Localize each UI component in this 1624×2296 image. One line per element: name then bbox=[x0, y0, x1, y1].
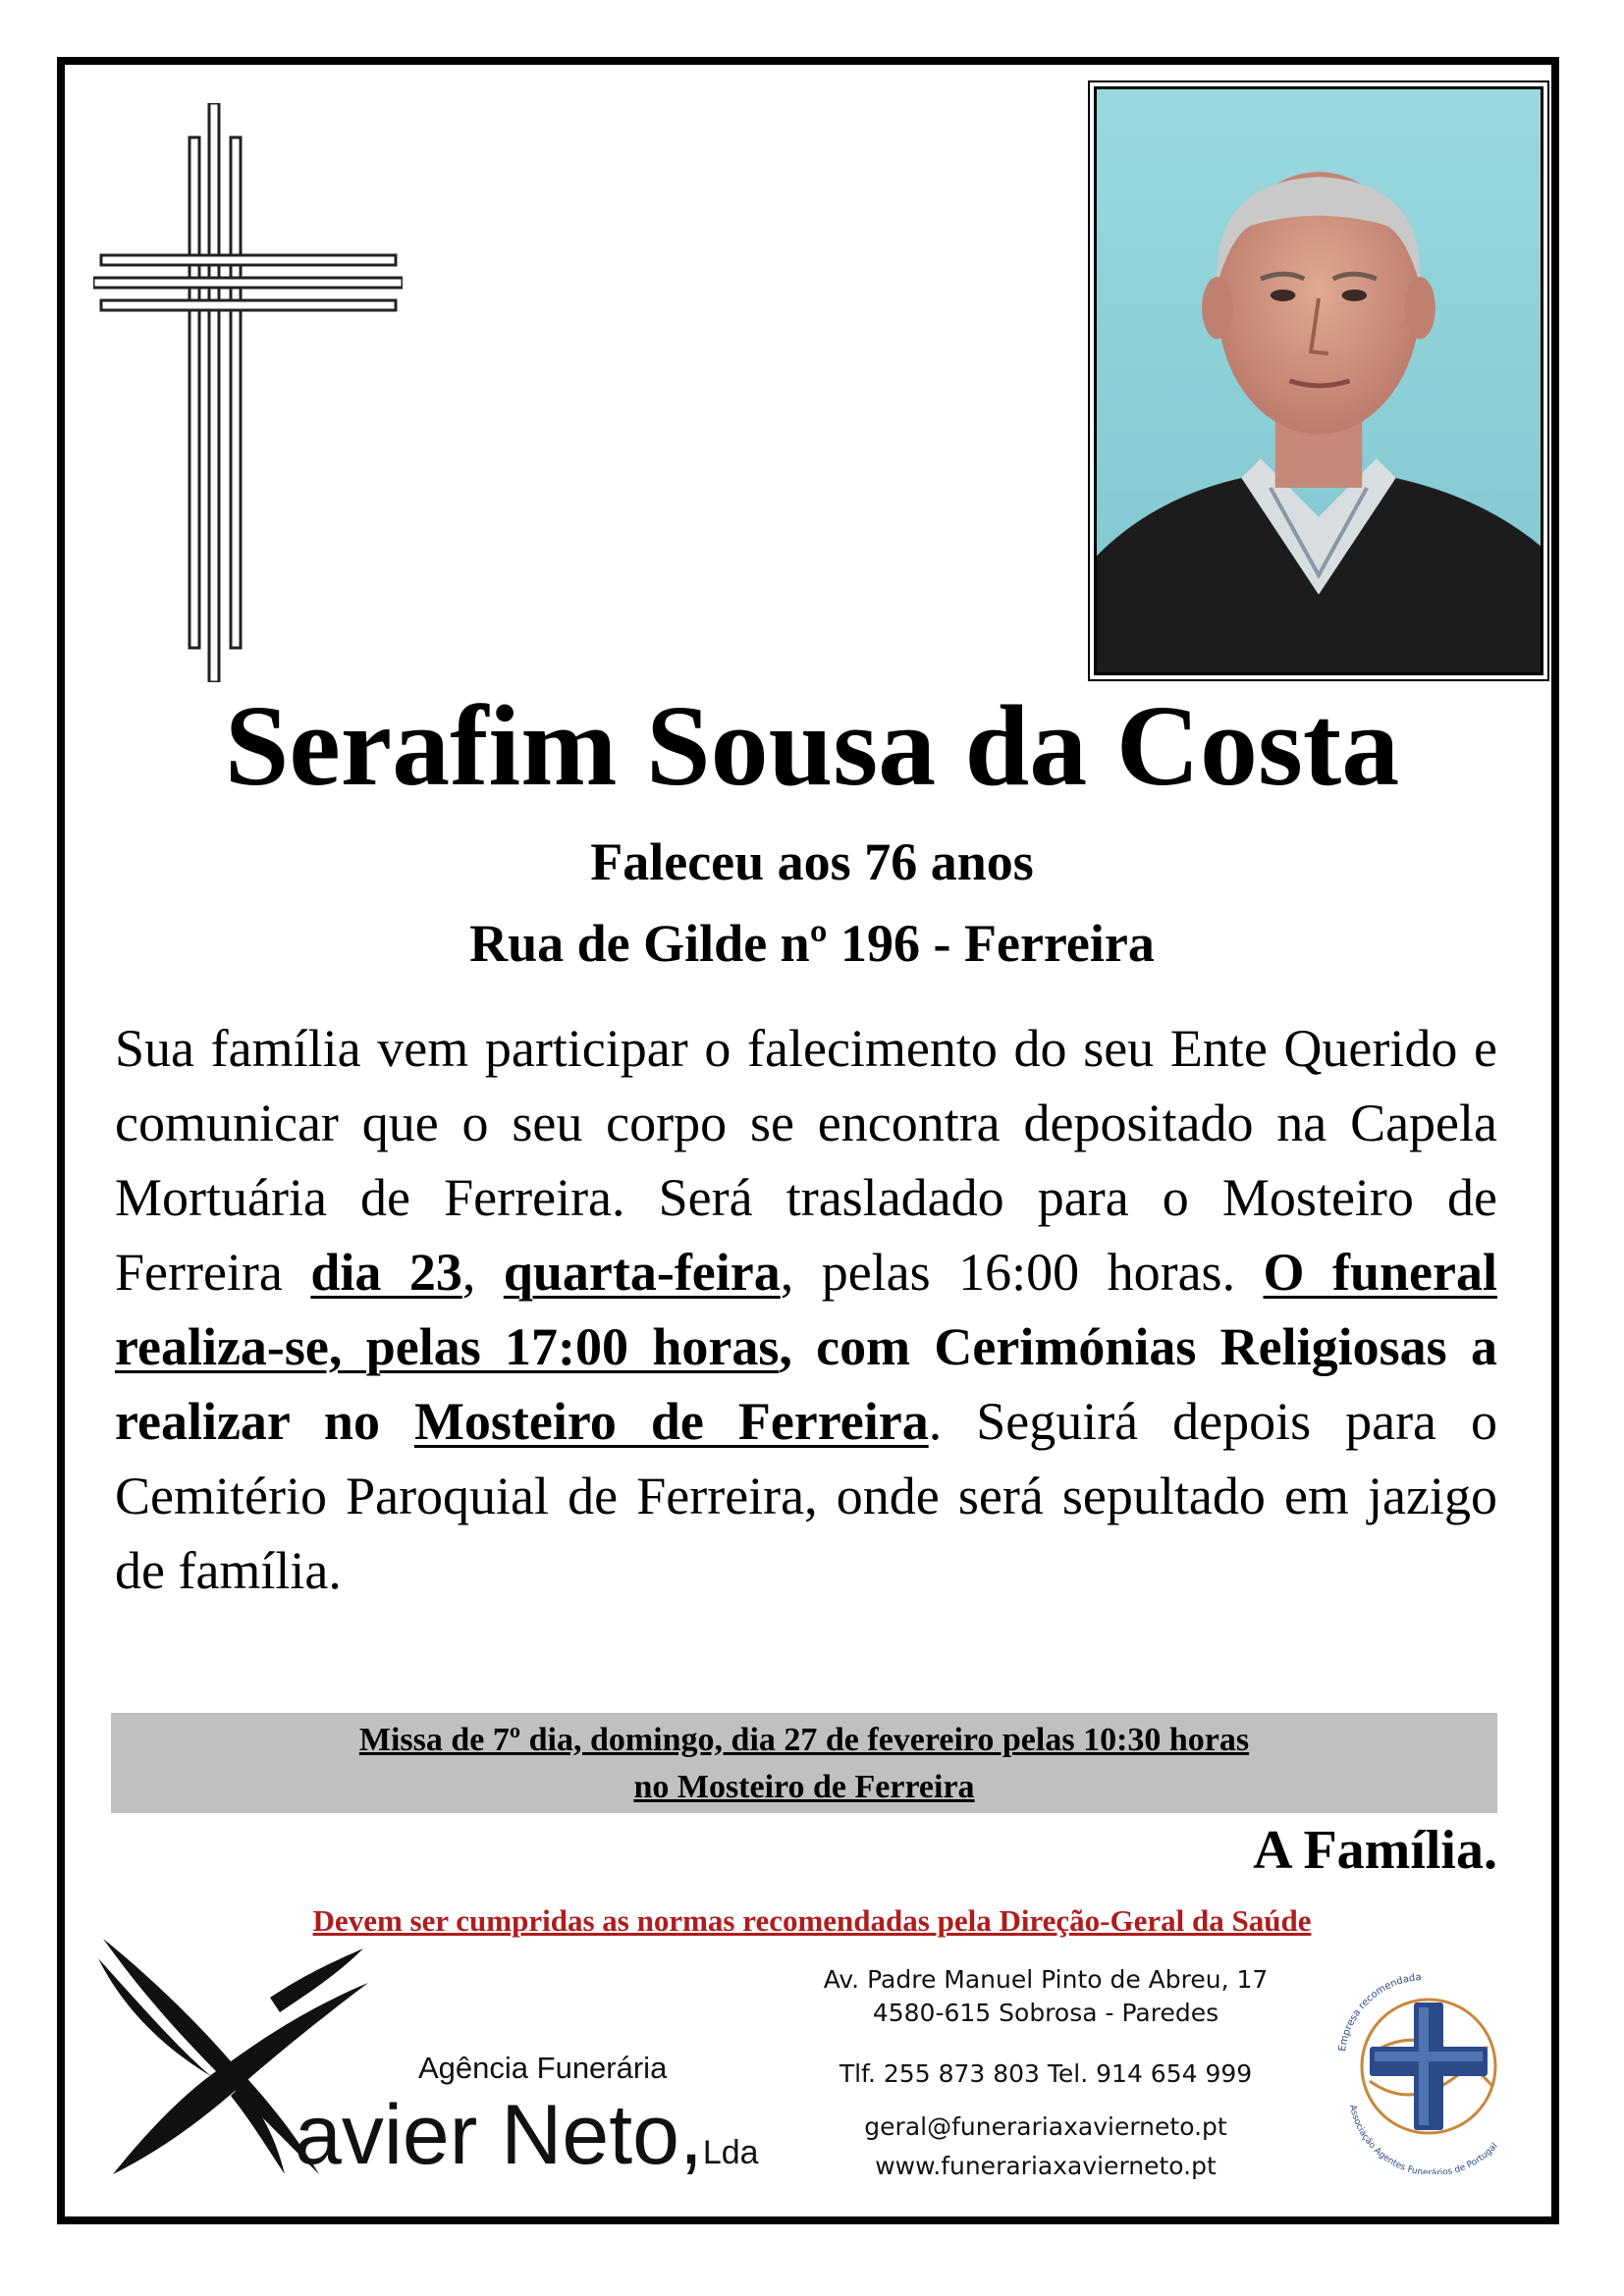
mass-line-1: Missa de 7º dia, domingo, dia 27 de fevereiro pelas 10:30 horas bbox=[358, 1722, 1250, 1758]
agency-email[interactable]: geral@funerariaxavierneto.pt bbox=[864, 2112, 1227, 2141]
deceased-name: Serafim Sousa da Costa bbox=[224, 681, 1400, 810]
portrait-photo bbox=[1088, 80, 1549, 681]
mass-line-2: no Mosteiro de Ferreira bbox=[633, 1769, 975, 1805]
cross-seal-icon bbox=[1321, 1958, 1532, 2174]
agency-phones: Tlf. 255 873 803 Tel. 914 654 999 bbox=[839, 2059, 1253, 2088]
address-line: Rua de Gilde nº 196 - Ferreira bbox=[469, 914, 1155, 973]
seal-top-text: Empresa recomendada bbox=[1337, 1971, 1423, 2053]
cross-icon bbox=[93, 103, 403, 682]
announcement-text: Sua família vem participar o falecimento do seu Ente Querido e comunicar que o seu corpo se encontra depositado na Capela Mortuária de Ferreira. Será trasladado para o Mosteiro de Ferreira dia 23, quarta-feira, pelas 16:00 horas. O funeral realiza-se, pelas 17:00 horas, com Cerimónias Religiosas a realizar no Mosteiro de Ferreira. Seguirá depois para o Cemitério Paroquial de Ferreira, onde será sepultado em jazigo de família. bbox=[115, 1019, 1498, 1600]
age-line: Faleceu aos 76 anos bbox=[590, 832, 1034, 891]
agency-subtitle: Agência Funerária bbox=[418, 2051, 668, 2085]
agency-address-2: 4580-615 Sobrosa - Paredes bbox=[872, 1999, 1219, 2027]
health-notice: Devem ser cumpridas as normas recomendadas pela Direção-Geral da Saúde bbox=[312, 1903, 1312, 1938]
seal-bottom-text: Associação Agentes Funerários de Portugal bbox=[1346, 2104, 1500, 2174]
agency-name: avier Neto,Lda bbox=[295, 2088, 759, 2182]
mass-notice bbox=[111, 1713, 1497, 1813]
agency-address-1: Av. Padre Manuel Pinto de Abreu, 17 bbox=[823, 1965, 1269, 1994]
agency-website[interactable]: www.funerariaxavierneto.pt bbox=[875, 2152, 1217, 2180]
family-signature: A Família. bbox=[1253, 1820, 1497, 1881]
